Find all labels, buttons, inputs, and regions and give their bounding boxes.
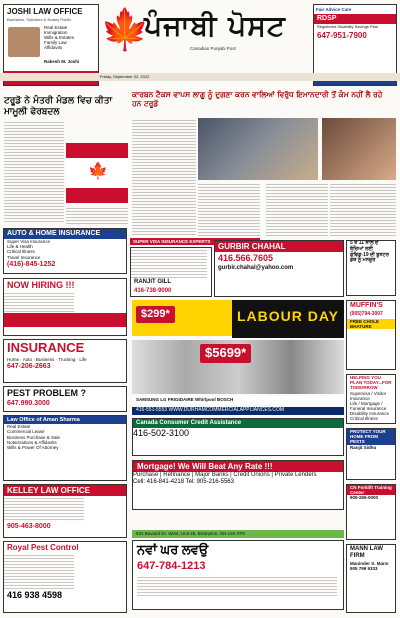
ad-title: RDSP xyxy=(314,14,396,24)
headline-left[interactable]: ਟਰੂਡੋ ਨੇ ਮੰਤਰੀ ਮੰਡਲ ਵਿਚ ਕੀਤਾ ਮਾਮੂਲੀ ਫੇਰਬਦਲ xyxy=(4,96,113,117)
ad-line: Business Purchase & Sale xyxy=(7,434,61,440)
labour-day-banner xyxy=(232,300,344,338)
list-item: Immigration xyxy=(44,29,68,35)
ad-phone[interactable]: (905)794-3007 xyxy=(350,311,383,318)
newspaper-title: ਪੰਜਾਬੀ ਪੋਸਟ xyxy=(144,9,286,42)
news-photo xyxy=(198,118,318,180)
brand: Fair Advice Care xyxy=(316,7,352,12)
article-text xyxy=(132,118,196,236)
ad-title: Mortgage! We Will Beat Any Rate !!! xyxy=(133,461,343,472)
ad-insurance[interactable] xyxy=(3,339,127,383)
canada-flag-photo xyxy=(66,143,128,203)
ad-line: Disability Insurance xyxy=(350,411,390,417)
list-item: Business xyxy=(36,356,55,362)
ad-ranjit-gill[interactable] xyxy=(130,247,212,297)
ad-title: INSURANCE xyxy=(7,340,85,355)
ad-title: Canada Consumer Credit Assistance xyxy=(133,419,343,428)
ad-title: NOW HIRING !!! xyxy=(7,280,75,290)
ad-phone[interactable]: 416-502-3100 xyxy=(133,427,190,438)
price-tag: $299* xyxy=(136,306,175,323)
ad-line: Critical Illness xyxy=(7,249,35,255)
super-visa-banner[interactable]: SUPER VISA INSURANCE EXPERTS xyxy=(130,238,260,245)
ad-line: Super Visa Insurance xyxy=(7,239,50,245)
list-item: Life xyxy=(79,356,87,362)
ad-title: KELLEY LAW OFFICE xyxy=(4,485,126,496)
ad-title: Law Office of Aman Sharma xyxy=(4,416,126,424)
agent-name: GURBIR CHAHAL xyxy=(215,241,343,252)
ad-line: Wills & Power Of Attorney xyxy=(7,445,59,450)
ad-law-office-aman-sharma[interactable] xyxy=(3,415,127,481)
ad-phone[interactable]: 647.990.3000 xyxy=(7,400,50,408)
ad-text xyxy=(4,496,84,522)
ad-phone[interactable]: 647-206-2663 xyxy=(7,363,51,371)
ad-line: Real Estate xyxy=(7,424,31,430)
ad-consumer-credit[interactable] xyxy=(132,418,344,456)
ad-email[interactable]: gurbir.chahal@yahoo.com xyxy=(218,264,294,271)
ad-new-home[interactable] xyxy=(132,540,344,610)
ad-line: Supervisa / Visitor Insurance xyxy=(350,390,387,401)
labour-day-text: DAY xyxy=(307,308,340,324)
news-title: 5 ਤੋਂ 11 ਸਾਲ ਦੇ ਬੱਚਿਆਂ ਲਈ ਕੋਵਿਡ-19 ਦੀ ਬੂਸਟਰ ਡੋਜ਼ ਨੂੰ ਮਨਜ਼ੂਰ xyxy=(350,240,389,264)
list-item: Real Estate xyxy=(44,24,68,30)
tagline: Canadian Punjabi Post xyxy=(190,46,236,51)
ad-line: Notarizations & Affidavits xyxy=(7,439,57,445)
ad-phone[interactable]: 416.994.7272 xyxy=(4,313,126,327)
ad-title: MUFFIN'S xyxy=(350,302,383,309)
brand-strip: SAMSUNG LG FRIGIDAIRE Whirlpool BOSCH xyxy=(132,396,344,404)
ad-text xyxy=(131,248,207,278)
price-tag: $5699* xyxy=(200,344,251,363)
ad-title: PEST PROBLEM ? xyxy=(7,388,87,398)
ad-phone[interactable]: 416 938 4598 xyxy=(7,590,63,601)
ad-phone[interactable]: 905-265-0000 xyxy=(350,495,379,501)
agent-name: Maninder S. Mann xyxy=(350,560,389,566)
ad-title: HELPING YOU PLAN TODAY...FOR TOMORROW xyxy=(350,375,392,391)
website-bar[interactable]: 416-551-5553 WWW.DURHAMCOMMERCIALAPPLIANCES.COM xyxy=(132,407,344,415)
agent-name: Ranjit Sidhu xyxy=(350,444,377,450)
ad-title: MANN LAW FIRM xyxy=(350,546,383,559)
lawyer-photo xyxy=(8,27,40,57)
ad-kelley-law-office[interactable] xyxy=(3,484,127,538)
ad-title: CN Forklift Training Center xyxy=(347,485,395,495)
ad-promo: FREE CHOLE BHATURE xyxy=(347,319,395,329)
list-item: Affidavits xyxy=(44,45,63,51)
ad-phone[interactable]: 416-738-9000 xyxy=(134,287,172,294)
lawyer-name: Rakesh M. Joshi xyxy=(44,59,80,64)
ad-line: Life / Mortgage / Funeral Insurance xyxy=(350,400,387,412)
ad-phone[interactable]: 647-951-7900 xyxy=(317,30,367,40)
article-text xyxy=(4,120,64,224)
ad-protect-home-pests[interactable] xyxy=(346,428,396,480)
ad-mann-law-firm[interactable] xyxy=(346,544,396,613)
ad-subtitle: Barristers, Solicitors & Notary Public xyxy=(7,17,72,23)
ad-royal-pest-control[interactable] xyxy=(3,541,127,613)
ad-title: ਨਵਾਂ ਘਰ ਲਵਉ xyxy=(137,542,209,557)
list-item: Auto xyxy=(22,356,33,362)
ad-muffins[interactable] xyxy=(346,300,396,370)
agent-name: RANJIT GILL xyxy=(134,279,171,285)
ad-helping-plan[interactable] xyxy=(346,374,396,424)
ad-mortgage[interactable] xyxy=(132,460,344,510)
article-text xyxy=(330,182,396,238)
ad-pest-problem[interactable] xyxy=(3,386,127,412)
ad-phone[interactable]: 905-463-8000 xyxy=(7,523,51,531)
list-item: Home xyxy=(7,356,20,362)
list-item: Trucking xyxy=(58,356,76,362)
labour-day-text: LABOUR xyxy=(236,308,303,324)
ad-line: Commercial Lease xyxy=(7,429,45,435)
ad-auto-home-insurance[interactable] xyxy=(3,228,127,274)
ad-subtitle: Registered Disability Savings Plan xyxy=(317,24,378,30)
list-item: Wills & Estates xyxy=(44,35,75,41)
ad-now-hiring[interactable] xyxy=(3,278,127,336)
ad-line: Purchase | Refinance | Major Banks | Credit Unions | Private Lenders xyxy=(133,472,317,479)
ad-phone[interactable]: Cell: 416-841-4218 Tel: 905-216-5563 xyxy=(133,479,234,486)
article-text xyxy=(198,182,260,236)
ad-title: JOSHI LAW OFFICE xyxy=(7,7,83,16)
ad-line: Travel Insurance xyxy=(7,254,41,260)
ad-phone[interactable]: (416)-845-1252 xyxy=(7,260,56,268)
masthead xyxy=(0,0,400,88)
ad-text xyxy=(137,575,337,597)
list-item: Family Law xyxy=(44,40,67,46)
ad-line: Life & Health xyxy=(7,244,33,250)
headline-right[interactable]: ਕਾਰਬਨ ਟੈਕਸ ਵਾਪਸ ਲਾਗੂ ਨੂੰ ਦੁਗਣਾ ਕਰਨ ਵਾਲਿਆਂ ਵਿਰੁੱਧ ਇਮਾਨਦਾਰੀ ਤੋਂ ਕੰਮ ਨਹੀਂ ਲੈ ਰਹੇ ਹਨ ਟਰੂਡੋ xyxy=(132,90,383,109)
ad-phone[interactable]: 905 799 9333 xyxy=(350,565,378,571)
ad-line: Home · Auto · Business · Trucking · Life xyxy=(7,356,87,362)
ad-five-to-eleven[interactable] xyxy=(346,240,396,296)
ad-gurbir-chahal[interactable] xyxy=(214,240,344,297)
ad-title: Royal Pest Control xyxy=(7,543,79,552)
ad-phone[interactable]: 647-784-1213 xyxy=(137,559,206,572)
ad-phone[interactable]: 416.566.7605 xyxy=(218,253,274,264)
news-photo xyxy=(322,118,396,180)
ad-title: PROTECT YOUR HOME FROM PESTS xyxy=(347,429,395,445)
dateline: Friday, September 02, 2022 xyxy=(0,73,400,81)
ad-text xyxy=(4,553,74,589)
ad-line: Critical Illness xyxy=(350,416,378,422)
ad-text xyxy=(4,291,74,313)
article-text xyxy=(266,182,328,238)
ad-title: AUTO & HOME INSURANCE xyxy=(4,229,126,239)
article-text xyxy=(66,206,128,226)
maple-leaf-icon: 🍁 xyxy=(100,8,150,52)
ad-cn-forklift[interactable] xyxy=(346,484,396,540)
address-bar: 831 Bovaird Dr. West, Unit 25, Brampton, ON L6X 0T9 xyxy=(132,530,344,538)
